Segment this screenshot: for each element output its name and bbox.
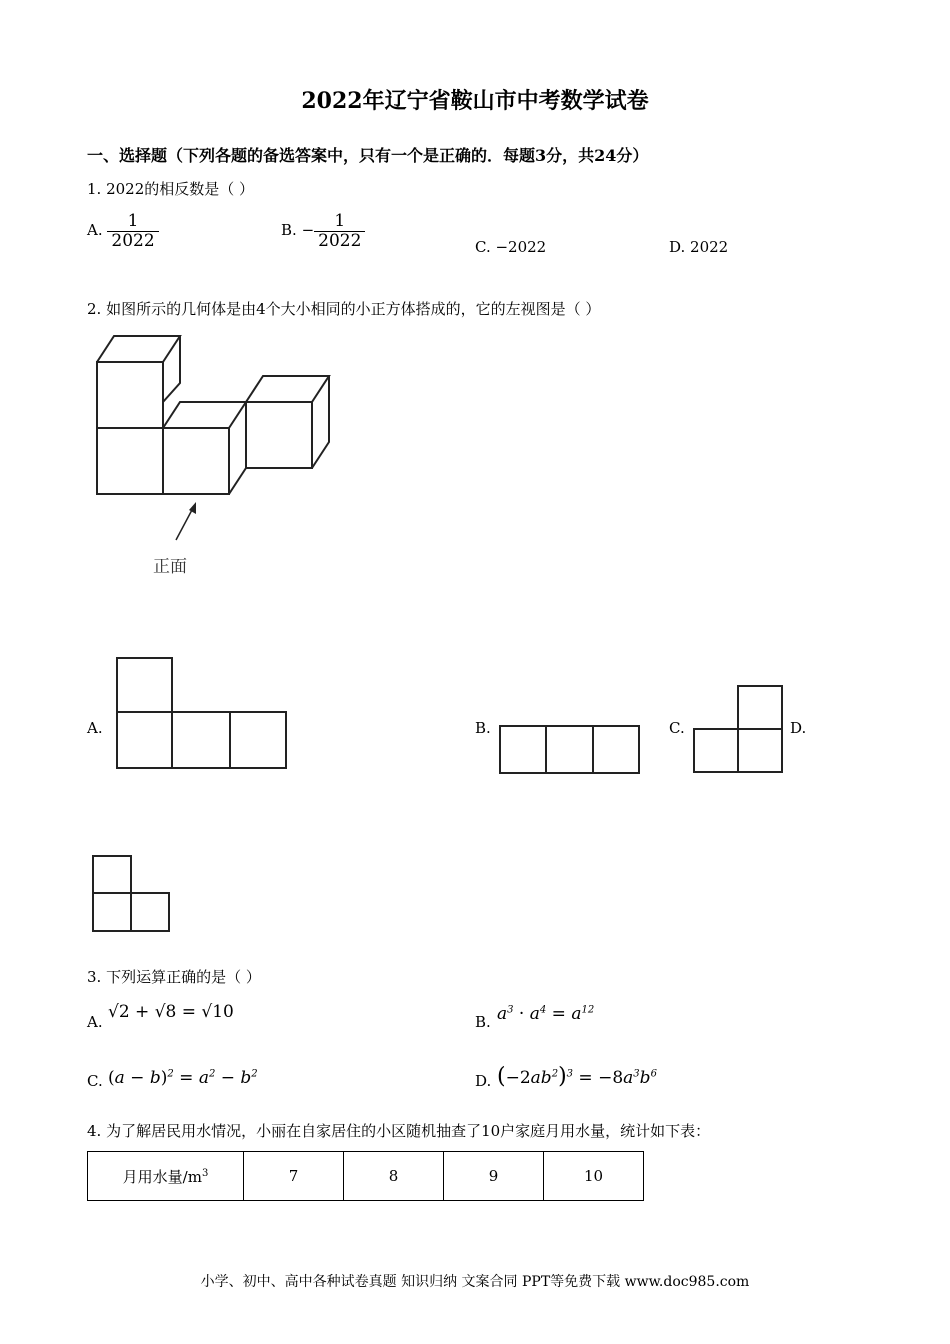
q3-option-c-expr: $(a - b)^2 = a^2 - b^2$ (108, 1068, 258, 1088)
page-title: 2022年辽宁省鞍山市中考数学试卷 (301, 88, 649, 114)
fraction-numerator: 1 (127, 211, 139, 231)
fraction-denominator: 2022 (314, 231, 365, 251)
page-footer: 小学、初中、高中各种试卷真题 知识归纳 文案合同 PPT等免费下载 www.doc985.com (200, 1274, 750, 1290)
q3-option-a-expr: √2 + √8 = √10 (108, 1002, 234, 1022)
minus-sign: − (301, 221, 315, 240)
table-header-text: 月用水量/m (122, 1167, 202, 1186)
q3-option-b-label: B. (475, 1013, 491, 1031)
table-row (88, 1152, 644, 1201)
q3-option-b-expr: $a^3 \cdot a^4 = a^{12}$ (497, 1004, 595, 1024)
question-4-stem: 4. 为了解居民用水情况，小丽在自家居住的小区随机抽查了10户家庭月用水量，统计如下表： (87, 1122, 711, 1140)
fraction-numerator: 1 (334, 211, 346, 231)
q3-option-d-expr: $(-2ab^2)^3 = -8a^3b^6$ (497, 1064, 657, 1089)
table-header-cell (88, 1152, 244, 1201)
front-label: 正面 (153, 557, 187, 577)
water-usage-table (87, 1151, 644, 1201)
q2-option-c-label: C. (669, 719, 685, 737)
q3-option-a-label: A. (87, 1013, 103, 1031)
table-header-sup: 3 (201, 1167, 209, 1179)
table-cell: 8 (344, 1152, 444, 1201)
table-cell: 7 (244, 1152, 344, 1201)
q2-option-d-label: D. (790, 719, 807, 737)
table-cell: 9 (444, 1152, 544, 1201)
q2-option-a-label: A. (87, 719, 103, 737)
q3-option-d-label: D. (475, 1072, 492, 1090)
q2-option-b-label: B. (475, 719, 491, 737)
q1-option-b-label: B. (281, 221, 297, 240)
section-heading: 一、选择题（下列各题的备选答案中，只有一个是正确的．每题3分，共24分） (87, 146, 649, 165)
question-1-stem: 1. 2022的相反数是（ ） (87, 180, 255, 198)
q1-option-d: D. 2022 (669, 238, 729, 256)
q3-option-c-label: C. (87, 1072, 103, 1090)
q1-option-c: C. −2022 (475, 238, 547, 256)
fraction-denominator: 2022 (107, 231, 158, 251)
table-cell: 10 (544, 1152, 644, 1201)
q1-option-a-label: A. (87, 221, 103, 240)
question-3-stem: 3. 下列运算正确的是（ ） (87, 968, 261, 986)
question-2-stem: 2. 如图所示的几何体是由4个大小相同的小正方体搭成的，它的左视图是（ ） (87, 300, 601, 318)
